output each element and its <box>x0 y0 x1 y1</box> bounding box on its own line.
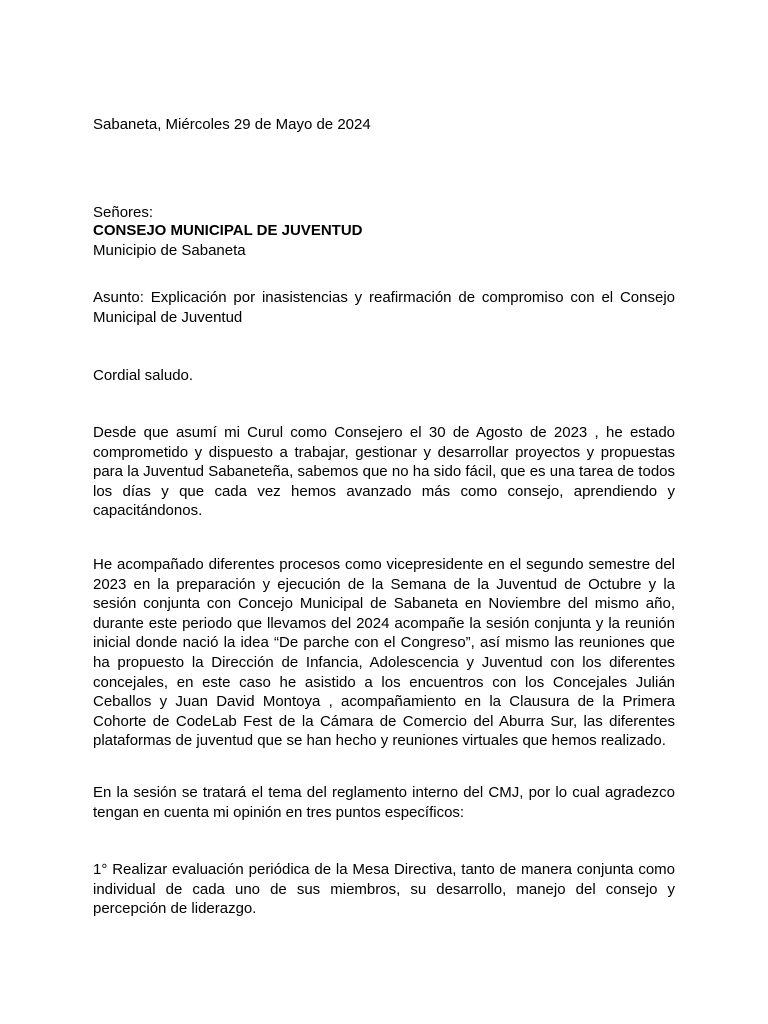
date-line: Sabaneta, Miércoles 29 de Mayo de 2024 <box>93 116 371 133</box>
paragraph-2: He acompañado diferentes procesos como vicepresidente en el segundo semestre del 2023 en la preparación y ejecución de la Semana de la Juventud de Octubre y la sesión conjunta con Concejo Municipal de Sabaneta en Noviembre del mismo año, durante este periodo que llevamos del 2024 acompañe la sesión conjunta y la reunión inicial donde nació la idea “De parche con el Congreso”, así mismo las reuniones que ha propuesto la Dirección de Infancia, Adolescencia y Juventud con los diferentes concejales, en este caso he asistido a los encuentros con los Concejales Julián Ceballos y Juan David Montoya , acompañamiento en la Clausura de la Primera Cohorte de CodeLab Fest de la Cámara de Comercio del Aburra Sur, las diferentes plataformas de juventud que se han hecho y reuniones virtuales que hemos realizado. <box>93 556 675 750</box>
recipient-organization: CONSEJO MUNICIPAL DE JUVENTUD <box>93 222 363 239</box>
paragraph-3: En la sesión se tratará el tema del reglamento interno del CMJ, por lo cual agradezco tengan en cuenta mi opinión en tres puntos específicos: <box>93 784 675 821</box>
greeting: Cordial saludo. <box>93 367 194 384</box>
recipient-municipality: Municipio de Sabaneta <box>93 242 246 259</box>
paragraph-1: Desde que asumí mi Curul como Consejero el 30 de Agosto de 2023 , he estado comprometido y dispuesto a trabajar, gestionar y desarrollar proyectos y propuestas para la Juventud Sabaneteña, sabemos que no ha sido fácil, que es una tarea de todos los días y que cada vez hemos avanzado más como consejo, aprendiendo y capacitándonos. <box>93 424 675 520</box>
subject-line: Asunto: Explicación por inasistencias y reafirmación de compromiso con el Consejo Municipal de Juventud <box>93 289 675 326</box>
recipient-salutation: Señores: <box>93 204 154 221</box>
paragraph-4: 1° Realizar evaluación periódica de la Mesa Directiva, tanto de manera conjunta como individual de cada uno de sus miembros, su desarrollo, manejo del consejo y percepción de liderazgo. <box>93 861 675 918</box>
